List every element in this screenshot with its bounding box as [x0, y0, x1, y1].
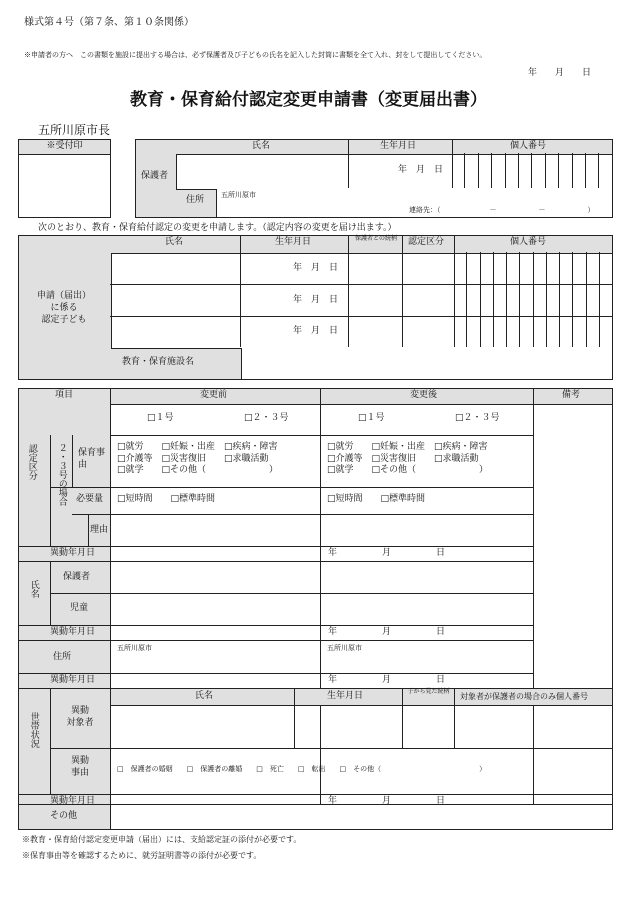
receipt-stamp-label: ※受付印	[46, 141, 83, 151]
required-amount-label: 必要量	[76, 494, 104, 504]
after-header: 変更後	[410, 390, 438, 400]
change-date-field-1[interactable]: 年 月 日	[328, 548, 446, 558]
child-3-dob[interactable]: 年 月 日	[293, 326, 339, 336]
receipt-stamp-box	[18, 139, 111, 218]
guardian-label: 保護者	[141, 171, 169, 181]
after-type1-checkbox[interactable]: □１号	[358, 413, 385, 423]
guardian-dob-field[interactable]: 年 月 日	[398, 165, 444, 175]
child-id-header: 個人番号	[510, 237, 547, 247]
child-dob-header: 生年月日	[275, 237, 312, 247]
household-id-header: 対象者が保護者の場合のみ個人番号	[460, 692, 588, 701]
change-date-field-2[interactable]: 年 月 日	[328, 627, 446, 637]
footnote-certificate: ※教育・保育給付認定変更申請（届出）には、支給認定証の添付が必要です。	[22, 835, 302, 844]
certification-category-label: 認定区分	[26, 444, 37, 480]
child-relationship-header: 保護者との続柄	[354, 235, 397, 242]
guardian-id-header: 個人番号	[510, 141, 547, 151]
guardian-address-field[interactable]: 五所川原市	[221, 191, 256, 199]
household-name-header: 氏名	[195, 691, 214, 701]
guardian-dob-header: 生年月日	[380, 141, 417, 151]
page-title: 教育・保育給付認定変更申請書（変更届出書）	[130, 90, 487, 110]
change-date-label-3: 異動年月日	[50, 675, 96, 685]
change-date-label-2: 異動年月日	[50, 627, 96, 637]
child-2-dob[interactable]: 年 月 日	[293, 295, 339, 305]
child-name-change-label: 児童	[70, 603, 89, 613]
before-type1-checkbox[interactable]: □１号	[147, 413, 174, 423]
facility-name-label: 教育・保育施設名	[122, 357, 195, 367]
after-required-amount-options[interactable]: □短時間 □標準時間	[327, 494, 426, 504]
child-category-header: 認定区分	[408, 237, 445, 247]
change-date-field-4[interactable]: 年 月 日	[328, 796, 446, 806]
facility-name-field[interactable]	[241, 348, 613, 380]
household-dob-header: 生年月日	[327, 691, 364, 701]
item-header: 項目	[55, 390, 74, 400]
before-type23-checkbox[interactable]: □２・３号	[244, 413, 289, 423]
before-required-amount-options[interactable]: □短時間 □標準時間	[117, 494, 216, 504]
before-reason-options[interactable]: □就労 □妊娠・出産 □疾病・障害 □介護等 □災害復旧 □求職活動 □就学 □その他（ ）	[117, 442, 279, 476]
moving-reason-label: 異動 事由	[70, 756, 89, 779]
remarks-header: 備考	[562, 390, 581, 400]
before-address-field[interactable]: 五所川原市	[117, 644, 152, 652]
before-header: 変更前	[200, 390, 228, 400]
change-date-label-4: 異動年月日	[50, 796, 96, 806]
household-status-label: 世帯状況	[28, 712, 39, 748]
guardian-name-header: 氏名	[252, 141, 271, 151]
child-1-dob[interactable]: 年 月 日	[293, 263, 339, 273]
change-date-label-1: 異動年月日	[50, 548, 96, 558]
addressee: 五所川原市長	[38, 123, 111, 137]
other-field[interactable]	[111, 805, 613, 830]
childcare-reason-label: 保育事由	[78, 448, 106, 470]
footnote-employment-proof: ※保育事由等を確認するために、就労証明書等の添付が必要です。	[22, 851, 262, 860]
submission-notice: ※申請者の方へ この書類を施設に提出する場合は、必ず保護者及び子どもの氏名を記入した封筒に書類を全て入れ、封をして提出してください。	[24, 51, 487, 59]
target-child-label: 申請（届出） に係る 認定子ども	[36, 291, 91, 326]
application-intro: 次のとおり、教育・保育給付認定の変更を申請します。（認定内容の変更を届け出ます。）	[38, 223, 397, 233]
after-reason-options[interactable]: □就労 □妊娠・出産 □疾病・障害 □介護等 □災害復旧 □求職活動 □就学 □その他（ ）	[327, 442, 489, 476]
child-name-header: 氏名	[165, 237, 184, 247]
after-address-field[interactable]: 五所川原市	[327, 644, 362, 652]
date-line[interactable]: 年 月 日	[528, 68, 592, 78]
guardian-address-label: 住所	[186, 195, 205, 205]
guardian-id-digit-boxes[interactable]	[452, 153, 613, 188]
type-2-3-label: ２・３号の場合	[56, 443, 67, 506]
after-type23-checkbox[interactable]: □２・３号	[455, 413, 500, 423]
address-change-label: 住所	[53, 652, 72, 662]
name-section-label: 氏名	[28, 580, 39, 598]
other-label: その他	[50, 811, 78, 821]
guardian-contact-field[interactable]: 連絡先：（ － － ）	[409, 206, 595, 214]
form-number: 様式第４号（第７条、第１０条関係）	[24, 17, 194, 28]
moving-reason-options[interactable]: □ 保護者の婚姻 □ 保護者の離婚 □ 死亡 □ 転出 □ その他（ ）	[117, 765, 487, 773]
change-date-field-3[interactable]: 年 月 日	[328, 675, 446, 685]
guardian-name-field[interactable]	[176, 154, 348, 187]
moving-person-label: 異動 対象者	[66, 706, 94, 729]
household-relationship-header: 子から見た続柄	[407, 688, 450, 695]
reason-label: 理由	[90, 525, 109, 535]
guardian-name-change-label: 保護者	[63, 572, 91, 582]
child-id-digit-boxes[interactable]	[454, 252, 613, 347]
